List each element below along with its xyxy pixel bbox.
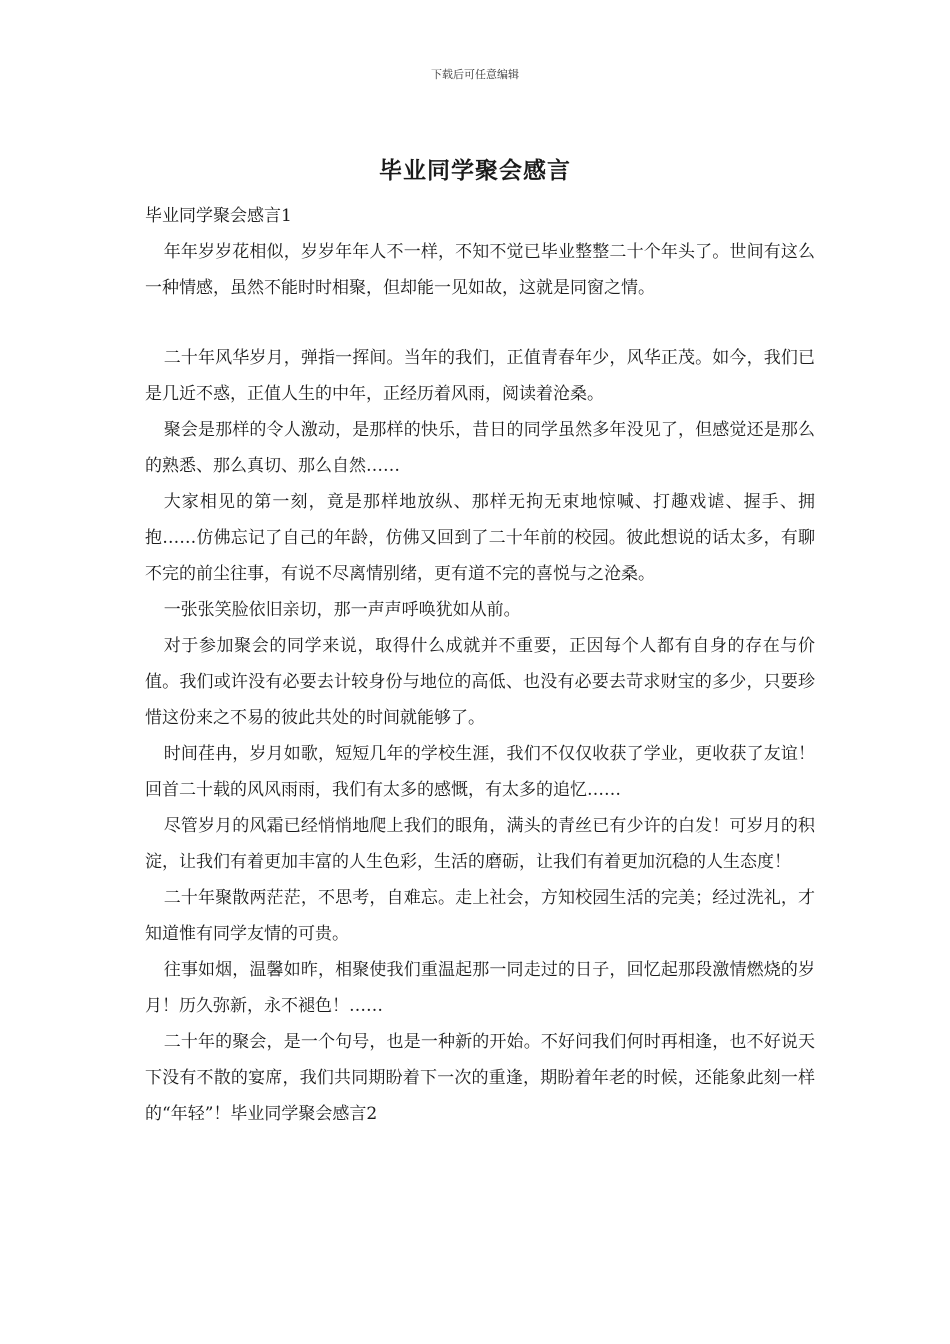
paragraph: 一张张笑脸依旧亲切，那一声声呼唤犹如从前。	[163, 600, 521, 620]
paragraph: 二十年聚散两茫茫，不思考，自难忘。走上社会，方知校园生活的完美；经过洗礼，才知道惟有同学友情的可贵。	[145, 888, 815, 944]
document-title: 毕业同学聚会感言	[379, 157, 571, 184]
header-note: 下载后可任意编辑	[431, 68, 519, 81]
paragraph: 二十年的聚会，是一个句号，也是一种新的开始。不好问我们何时再相逢，也不好说天下没有不散的宴席，我们共同期盼着下一次的重逢，期盼着年老的时候，还能象此刻一样的“年轻”！毕业同学聚会感言2	[145, 1032, 815, 1124]
paragraph: 往事如烟，温馨如昨，相聚使我们重温起那一同走过的日子，回忆起那段激情燃烧的岁月！历久弥新，永不褪色！……	[145, 960, 815, 1016]
paragraph: 时间荏冉，岁月如歌，短短几年的学校生涯，我们不仅仅收获了学业，更收获了友谊！回首二十载的风风雨雨，我们有太多的感慨，有太多的追忆……	[145, 744, 815, 800]
paragraph: 对于参加聚会的同学来说，取得什么成就并不重要，正因每个人都有自身的存在与价值。我们或许没有必要去计较身份与地位的高低、也没有必要去苛求财宝的多少，只要珍惜这份来之不易的彼此共处的时间就能够了。	[145, 636, 815, 728]
paragraph: 年年岁岁花相似，岁岁年年人不一样，不知不觉已毕业整整二十个年头了。世间有这么一种情感，虽然不能时时相聚，但却能一见如故，这就是同窗之情。	[145, 242, 815, 298]
paragraph: 大家相见的第一刻，竟是那样地放纵、那样无拘无束地惊喊、打趣戏谑、握手、拥抱……仿佛忘记了自己的年龄，仿佛又回到了二十年前的校园。彼此想说的话太多，有聊不完的前尘往事，有说不尽离情别绪，更有道不完的喜悦与之沧桑。	[145, 492, 815, 584]
paragraph: 聚会是那样的令人激动，是那样的快乐，昔日的同学虽然多年没见了，但感觉还是那么的熟悉、那么真切、那么自然……	[145, 420, 815, 476]
paragraph: 二十年风华岁月，弹指一挥间。当年的我们，正值青春年少，风华正茂。如今，我们已是几近不惑，正值人生的中年，正经历着风雨，阅读着沧桑。	[145, 348, 815, 404]
document-body	[145, 198, 815, 1132]
section-heading: 毕业同学聚会感言1	[145, 206, 292, 226]
paragraph: 尽管岁月的风霜已经悄悄地爬上我们的眼角，满头的青丝已有少许的白发！可岁月的积淀，让我们有着更加丰富的人生色彩，生活的磨砺，让我们有着更加沉稳的人生态度！	[145, 816, 815, 872]
